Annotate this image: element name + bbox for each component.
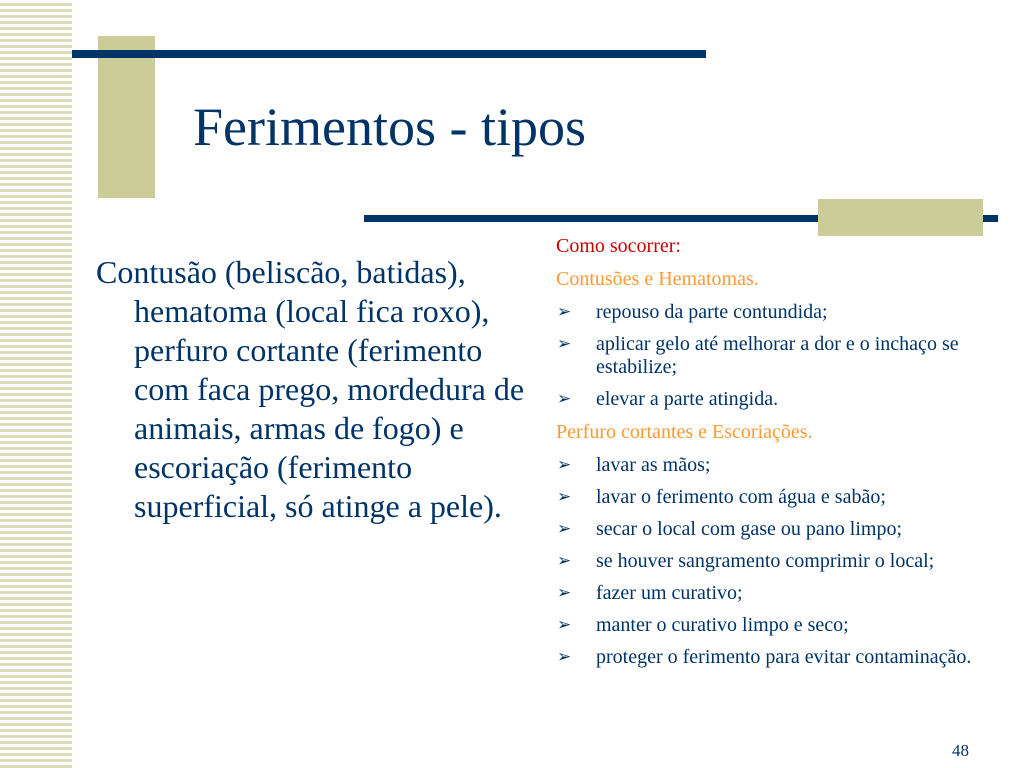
right-column xyxy=(556,235,996,679)
decorative-stripes xyxy=(0,0,72,768)
page-number: 48 xyxy=(952,741,969,760)
first-aid-heading: Como socorrer: xyxy=(556,235,681,257)
section-title-contusions: Contusões e Hematomas. xyxy=(556,268,759,290)
slide-title: Ferimentos - tipos xyxy=(193,97,586,157)
list-item: ➢ elevar a parte atingida. xyxy=(556,388,996,411)
list-item: ➢ aplicar gelo até melhorar a dor e o inchaço se estabilize; xyxy=(556,333,996,379)
decorative-line-top xyxy=(72,50,706,58)
list-item: ➢ se houver sangramento comprimir o local; xyxy=(556,550,996,573)
contusions-list xyxy=(556,301,996,411)
list-item: ➢ lavar o ferimento com água e sabão; xyxy=(556,486,996,509)
decorative-block-right xyxy=(818,199,983,236)
list-item: ➢ repouso da parte contundida; xyxy=(556,301,996,324)
list-item: ➢ fazer um curativo; xyxy=(556,582,996,605)
list-item: ➢ lavar as mãos; xyxy=(556,454,996,477)
list-item: ➢ secar o local com gase ou pano limpo; xyxy=(556,518,996,541)
decorative-block-left xyxy=(98,36,155,198)
wounds-list xyxy=(556,454,996,669)
list-item: ➢ proteger o ferimento para evitar contaminação. xyxy=(556,646,996,669)
list-item: ➢ manter o curativo limpo e seco; xyxy=(556,614,996,637)
section-title-perforating-wounds: Perfuro cortantes e Escoriações. xyxy=(556,421,813,443)
left-body-text: Contusão (beliscão, batidas), hematoma (local fica roxo), perfuro cortante (ferimento com faca prego, mordedura de animais, armas de fogo) e escoriação (ferimento superficial, só atinge a pele). xyxy=(96,254,525,524)
